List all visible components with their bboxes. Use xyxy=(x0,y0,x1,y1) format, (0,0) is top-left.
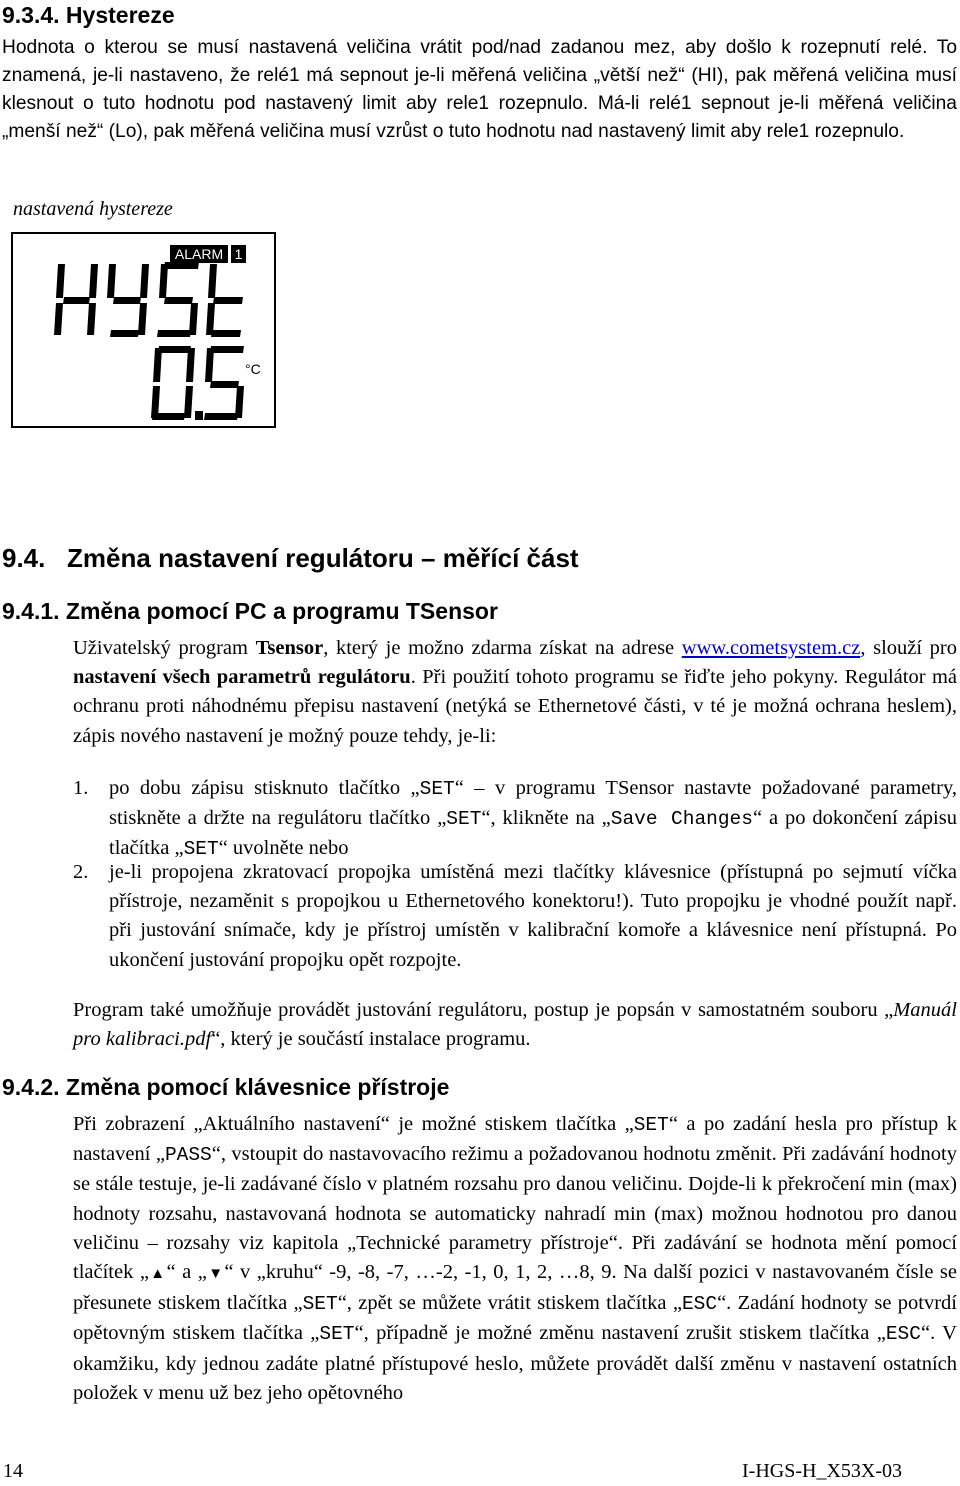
section-heading-hystereze: 9.3.4. Hystereze xyxy=(2,2,175,28)
down-arrow-icon: ▼ xyxy=(206,1266,225,1283)
item-text: “ – v programu TSensor nastavte požadované parametry, stiskněte a držte na regulátoru tlačítko „ xyxy=(109,777,957,830)
outro-text: “, který je součástí instalace programu. xyxy=(211,1028,531,1051)
set-key: SET xyxy=(183,838,219,861)
keypad-text: “. Zadání hodnoty se potvrdí opětovným stiskem tlačítka „ xyxy=(73,1292,957,1345)
lcd-segments xyxy=(13,234,274,426)
set-key: SET xyxy=(419,778,455,800)
section-heading-9-4-1: 9.4.1. Změna pomocí PC a programu TSensor xyxy=(2,598,498,624)
intro-text: , slouží pro xyxy=(860,637,958,659)
item-text: po dobu zápisu stisknuto tlačítko „ xyxy=(109,777,420,799)
keypad-text: “, zpět se můžete vrátit stiskem tlačítka „ xyxy=(337,1292,682,1315)
list-item xyxy=(73,774,957,865)
keypad-text: “, vstoupit do nastavovacího režimu a požadovanou hodnotu změnit. Při zadávání hodnoty se stále testuje, je-li zadávané číslo v platném rozsahu pro danou veličinu. Dojde-li k překročení min (max) hodnoty rozsahu, nastavovaná hodnota se automaticky nahradí min (max) možnou hodnotou pro danou veličinu – rozsahy viz kapitola „Technické parametry přístroje“. Při zadávání se hodnota mění pomocí tlačítek „ xyxy=(73,1143,957,1284)
save-changes-label: Save Changes xyxy=(610,808,753,831)
tsensor-intro xyxy=(73,634,957,751)
calibration-manual-filename: Manuál pro kalibraci.pdf xyxy=(73,999,957,1051)
section-heading-9-4: 9.4. Změna nastavení regulátoru – měřící část xyxy=(2,543,579,573)
keypad-paragraph xyxy=(73,1110,957,1408)
esc-key: ESC xyxy=(681,1293,718,1316)
hysteresis-paragraph xyxy=(2,34,957,146)
item-text: “ uvolněte nebo xyxy=(218,837,349,860)
bottom-display-segments xyxy=(151,346,244,420)
figure-caption: nastavená hystereze xyxy=(13,198,173,220)
outro-text: Program také umožňuje provádět justování regulátoru, postup je popsán v samostatném souboru „ xyxy=(73,999,894,1021)
keypad-text: “ a po zadání hesla pro přístup k nastavení „ xyxy=(73,1113,957,1166)
intro-bold-text: nastavení všech parametrů regulátoru xyxy=(73,666,411,689)
alarm-label: ALARM xyxy=(174,246,224,262)
keypad-text: “. V okamžiku, kdy jednou zadáte platné přístupové heslo, můžete provádět další změnu v nastavení ostatních položek v menu už bez jeho opětovného xyxy=(73,1322,957,1404)
list-item-text xyxy=(109,774,957,865)
decimal-point xyxy=(195,411,203,420)
intro-text: , který je možno zdarma získat na adrese xyxy=(323,637,682,659)
set-key: SET xyxy=(319,1323,355,1346)
unit-label: °C xyxy=(245,361,261,377)
alarm-number: 1 xyxy=(234,246,243,262)
lcd-display xyxy=(11,232,276,428)
keypad-text: “, případně je možné změnu nastavení zrušit stiskem tlačítka „ xyxy=(354,1322,886,1345)
item-text: “ a po dokončení zápisu tlačítka „ xyxy=(109,807,957,860)
set-key: SET xyxy=(302,1293,338,1316)
page-number: 14 xyxy=(3,1460,23,1482)
keypad-text: “ a „ xyxy=(166,1261,207,1284)
set-key: SET xyxy=(633,1114,669,1136)
list-item-number: 2. xyxy=(73,861,89,883)
tsensor-name: Tsensor xyxy=(255,637,324,659)
up-arrow-icon: ▲ xyxy=(148,1266,167,1283)
section-heading-9-4-2: 9.4.2. Změna pomocí klávesnice přístroje xyxy=(2,1074,450,1100)
esc-key: ESC xyxy=(885,1323,921,1346)
cometsystem-link[interactable]: www.cometsystem.cz xyxy=(681,637,861,659)
intro-text: . Při použití tohoto programu se řiďte jeho pokyny. Regulátor má ochranu proti náhodnému přepisu nastavení (netýká se Ethernetové části, v té je možná ochrana heslem), zápis nového nastavení je možný pouze tehdy, je-li: xyxy=(73,666,957,747)
hysteresis-text-b: Má-li relé1 sepnout je-li měřená veličina „menší než“ (Lo), pak měřená veličina musí vzrůst o tuto hodnotu nad nastavený limit aby rele1 rozepnulo. xyxy=(2,93,957,142)
pass-label: PASS xyxy=(164,1144,212,1167)
calibration-note xyxy=(73,996,957,1054)
set-key: SET xyxy=(446,808,482,831)
list-item xyxy=(73,858,957,975)
list-item-text: je-li propojena zkratovací propojka umístěná mezi tlačítky klávesnice (přístupná po sejmutí víčka přístroje, nezaměnit s propojkou u Ethernetového konektoru!). Tuto propojku je vhodné použít např. při justování snímače, kdy je přístroj umístěn v kalibrační komoře a klávesnice není přístupná. Po ukončení justování propojku opět rozpojte. xyxy=(109,861,957,971)
hysteresis-text-a: Hodnota o kterou se musí nastavená veličina vrátit pod/nad zadanou mez, aby došlo k rozepnutí relé. To znamená, je-li nastaveno, že relé1 má sepnout je-li měřená veličina „větší než“ (HI), pak měřená veličina musí klesnout o tuto hodnotu pod nastavený limit aby rele1 rozepnulo. xyxy=(2,37,957,114)
item-text: “, klikněte na „ xyxy=(481,807,611,830)
list-item-number: 1. xyxy=(73,777,89,799)
document-id: I-HGS-H_X53X-03 xyxy=(742,1460,902,1482)
keypad-text: “ v „kruhu“ -9, -8, -7, …-2, -1, 0, 1, 2, …8, 9. Na další pozici v nastavovaném čísle se přesunete stiskem tlačítka „ xyxy=(73,1261,957,1315)
keypad-text: Při zobrazení „Aktuálního nastavení“ je možné stiskem tlačítka „ xyxy=(73,1113,634,1135)
intro-text: Uživatelský program xyxy=(73,637,256,659)
top-display-segments xyxy=(54,262,243,337)
